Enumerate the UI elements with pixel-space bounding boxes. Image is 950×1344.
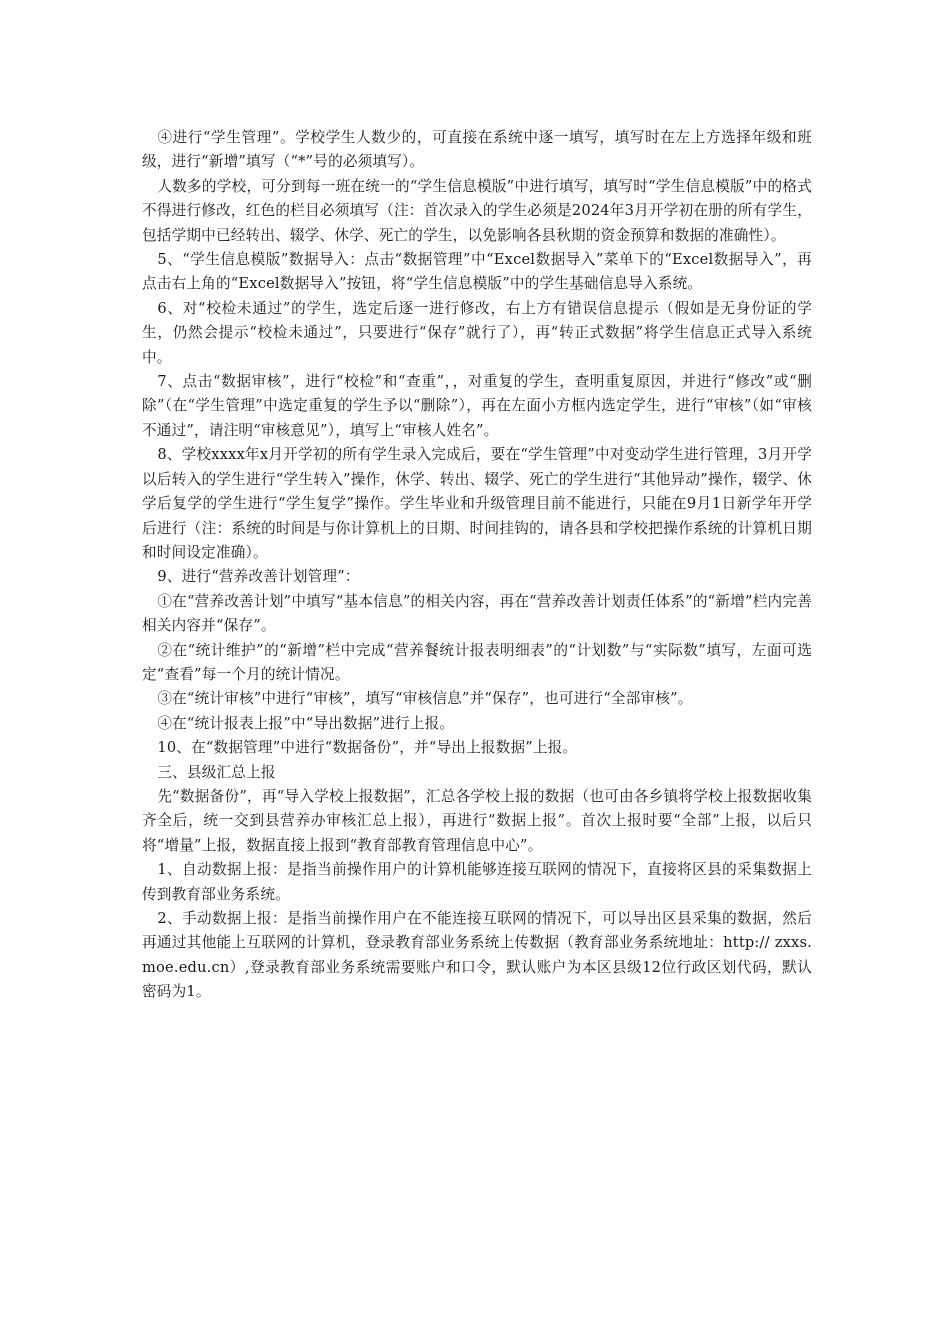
paragraph-manual-report: 2、手动数据上报：是指当前操作用户在不能连接互联网的情况下，可以导出区县采集的数据，然后再通过其他能上互联网的计算机，登录教育部业务系统上传数据（教育部业务系统地址：http:// zxxs.moe.edu.cn）,登录教育部业务系统需要账户和口令，默认账户为本区县级12位行政区划代码，默认密码为1。: [142, 910, 812, 1001]
paragraph-student-management: ④进行“学生管理”。学校学生人数少的，可直接在系统中逐一填写，填写时在左上方选择年级和班级，进行“新增”填写（“*”号的必须填写）。: [142, 129, 812, 171]
paragraph-sub-3-stat-review: ③在“统计审核”中进行“审核”，填写“审核信息”并“保存”，也可进行“全部审核”。: [157, 690, 693, 708]
paragraph-county-summary: 先“数据备份”，再“导入学校上报数据”，汇总各学校上报的数据（也可由各乡镇将学校上报数据收集齐全后，统一交到县营养办审核汇总上报），再进行“数据上报”。首次上报时要“全部”上报，以后只将“增量”上报，数据直接上报到“教育部教育管理信息中心”。: [142, 787, 812, 854]
paragraph-step-6-check-failed: 6、对“校检未通过”的学生，选定后逐一进行修改，右上方有错误信息提示（假如是无身份证的学生，仍然会提示“校检未通过”，只要进行“保存”就行了），再“转正式数据”将学生信息正式导入系统中。: [142, 299, 812, 366]
paragraph-step-10-backup: 10、在“数据管理”中进行“数据备份”，并“导出上报数据”上报。: [157, 739, 578, 757]
paragraph-sub-4-stat-report: ④在“统计报表上报”中“导出数据”进行上报。: [157, 714, 455, 732]
document-body: [142, 126, 812, 1005]
paragraph-step-8-student-changes: 8、学校xxxx年x月开学初的所有学生录入完成后，要在“学生管理”中对变动学生进行管理，3月开学以后转入的学生进行“学生转入”操作，休学、转出、辍学、死亡的学生进行“其他异动”操作，辍学、休学后复学的学生进行“学生复学”操作。学生毕业和升级管理目前不能进行，只能在9月1日新学年开学后进行（注：系统的时间是与你计算机上的日期、时间挂钩的，请各县和学校把操作系统的计算机日期和时间设定准确）。: [142, 446, 812, 561]
paragraph-sub-1-basic-info: ①在“营养改善计划”中填写“基本信息”的相关内容，再在“营养改善计划责任体系”的“新增”栏内完善相关内容并“保存”。: [142, 592, 812, 635]
section-heading-county-report: 三、县级汇总上报: [157, 763, 276, 781]
paragraph-step-5-import: 5、“学生信息模版”数据导入：点击“数据管理”中“Excel数据导入”菜单下的“Excel数据导入”，再点击右上角的“Excel数据导入”按钮，将“学生信息模版”中的学生基础信息导入系统。: [142, 251, 812, 293]
paragraph-auto-report: 1、自动数据上报：是指当前操作用户的计算机能够连接互联网的情况下，直接将区县的采集数据上传到教育部业务系统。: [142, 861, 812, 903]
paragraph-large-schools: 人数多的学校，可分到每一班在统一的“学生信息模版”中进行填写，填写时“学生信息模版”中的格式不得进行修改，红色的栏目必须填写（注：首次录入的学生必须是2024年3月开学初在册的所有学生，包括学期中已经转出、辍学、休学、死亡的学生，以免影响各县秋期的资金预算和数据的准确性）。: [142, 177, 812, 244]
paragraph-sub-2-stat-maintenance: ②在“统计维护”的“新增”栏中完成“营养餐统计报表明细表”的“计划数”与“实际数”填写，左面可选定“查看”每一个月的统计情况。: [142, 641, 812, 683]
paragraph-step-9-nutrition-plan: 9、进行“营养改善计划管理”：: [157, 568, 360, 586]
paragraph-step-7-data-review: 7、点击“数据审核”，进行“校检”和“查重”，，对重复的学生，查明重复原因，并进行“修改”或“删除”（在“学生管理”中选定重复的学生予以“删除”），再在左面小方框内选定学生，进行“审核”（如“审核不通过”，请注明“审核意见”），填写上“审核人姓名”。: [142, 373, 812, 439]
